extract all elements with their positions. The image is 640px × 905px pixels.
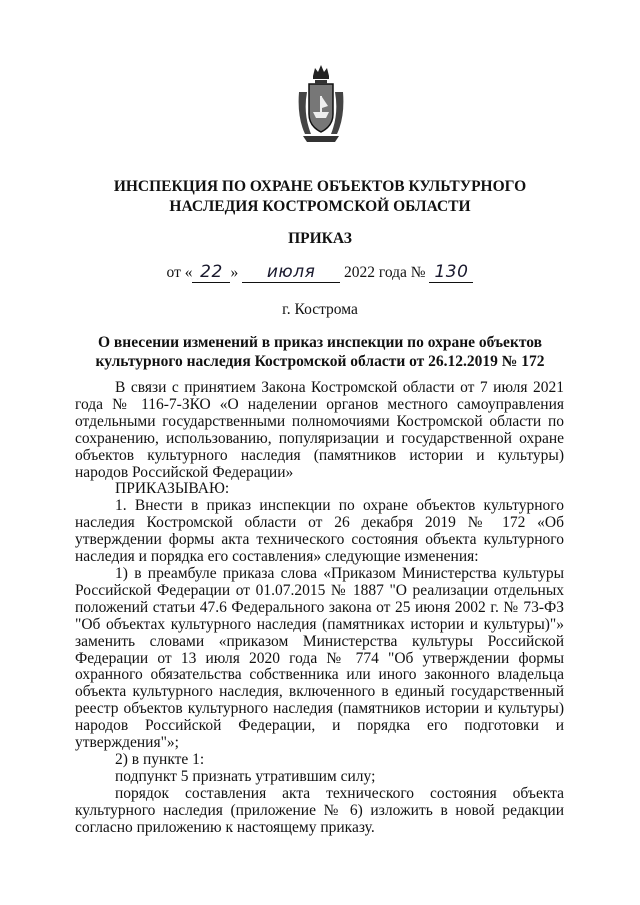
organization-name-line1: ИНСПЕКЦИЯ ПО ОХРАНЕ ОБЪЕКТОВ КУЛЬТУРНОГО	[113, 178, 527, 195]
preamble-paragraph: В связи с принятием Закона Костромской области от 7 июля 2021 года № 116-7-ЗКО «О наделении органов местного самоуправления отдельными государственными полномочиями Костромской области по сохранению, использованию, популяризации и государственной охране объектов культурного наследия (памятников истории и культуры) народов Российской Федерации»	[75, 379, 564, 481]
subject-heading	[70, 333, 570, 371]
subitem-2a-paragraph: подпункт 5 признать утратившим силу;	[115, 767, 376, 785]
subitem-2b-paragraph: порядок составления акта технического состояния объекта культурного наследия (приложение № 6) изложить в новой редакции согласно приложению к настоящему приказу.	[75, 784, 564, 836]
subject-line2: культурного наследия Костромской области от 26.12.2019 № 172	[95, 353, 545, 370]
organization-name	[60, 177, 580, 217]
coat-of-arms-icon	[295, 62, 347, 146]
date-prefix: от «	[166, 264, 193, 281]
date-quote-close: »	[230, 264, 239, 281]
item-1-paragraph: 1. Внести в приказ инспекции по охране объектов культурного наследия Костромской области от 26 декабря 2019 № 172 «Об утверждении формы акта технического состояния объекта культурного наследия и порядка его составления» следующие изменения:	[75, 497, 564, 566]
city: г. Кострома	[282, 301, 358, 318]
document-type: ПРИКАЗ	[288, 230, 352, 247]
organization-name-line2: НАСЛЕДИЯ КОСТРОМСКОЙ ОБЛАСТИ	[169, 198, 471, 215]
handwritten-day: 22	[192, 262, 230, 283]
order-word: ПРИКАЗЫВАЮ:	[115, 480, 230, 498]
document-body	[75, 380, 564, 836]
subitem-1-paragraph: 1) в преамбуле приказа слова «Приказом Министерства культуры Российской Федерации от 01.07.2015 № 1887 "О реализации отдельных положений статьи 47.6 Федерального закона от 25 июня 2002 г. № 73-ФЗ "Об объектах культурного наследия (памятниках истории и культуры)"» заменить словами «приказом Министерства культуры Российской Федерации от 13 июля 2020 года № 774 "Об утверждении формы охранного обязательства собственника или иного законного владельца объекта культурного наследия, включенного в единый государственный реестр объектов культурного наследия (памятников истории и культуры) народов Российской Федерации, и порядка его подготовки и утверждения"»;	[75, 564, 564, 752]
handwritten-order-number: 130	[429, 262, 473, 283]
subitem-2-paragraph: 2) в пункте 1:	[115, 750, 205, 768]
handwritten-month: июля	[242, 262, 340, 283]
date-year-text: 2022 года №	[343, 264, 426, 281]
subject-line1: О внесении изменений в приказ инспекции по охране объектов	[97, 334, 543, 351]
date-line	[60, 262, 580, 283]
